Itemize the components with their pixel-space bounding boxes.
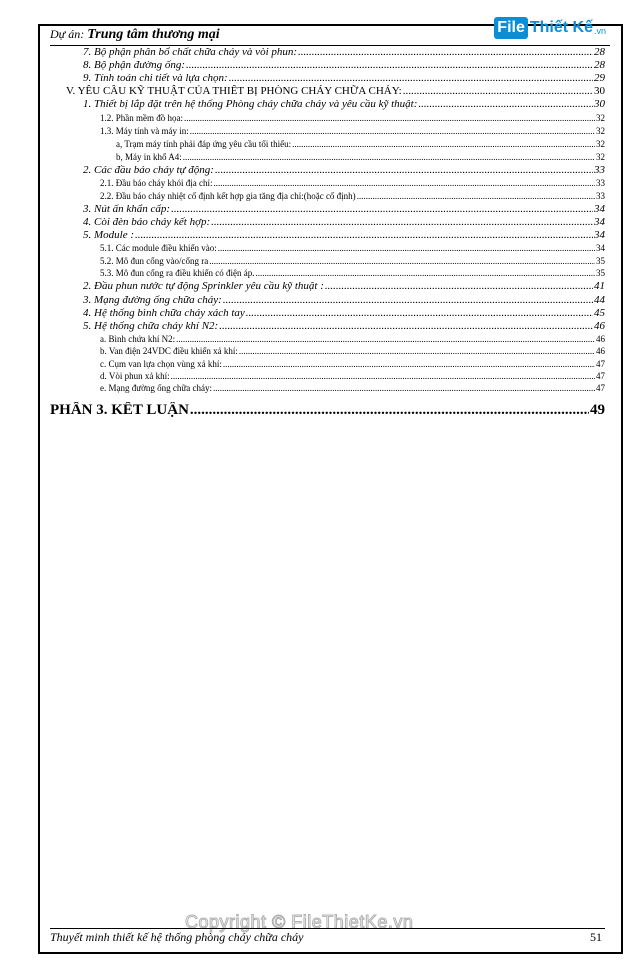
toc-entry-page: 30 bbox=[594, 85, 605, 97]
toc-entry[interactable] bbox=[116, 152, 605, 162]
toc-entry[interactable] bbox=[100, 268, 605, 278]
toc-entry[interactable] bbox=[66, 85, 605, 97]
toc-entry-page: 46 bbox=[596, 334, 605, 344]
logo-file-badge: File bbox=[494, 17, 528, 39]
toc-entry-title: a, Trạm máy tính phải đáp ứng yêu cầu tối thiểu: bbox=[116, 139, 292, 149]
toc-entry-title: c. Cụm van lựa chọn vùng xả khí: bbox=[100, 359, 222, 369]
toc-entry[interactable] bbox=[100, 256, 605, 266]
toc-entry-title: 4. Hệ thống bình chữa cháy xách tay bbox=[83, 307, 245, 319]
toc-entry-title: 5.1. Các module điều khiển vào: bbox=[100, 243, 217, 253]
toc-entry-title: 5. Hệ thống chữa cháy khí N2: bbox=[83, 320, 219, 332]
toc-entry-title: 2.2. Đầu báo cháy nhiệt cố định kết hợp gia tăng địa chỉ:(hoặc cố định) bbox=[100, 191, 356, 201]
logo-domain: .vn bbox=[593, 26, 606, 36]
toc-entry-title: 2. Đầu phun nước tự động Sprinkler yêu cầu kỹ thuật : bbox=[83, 280, 324, 292]
toc-entry-page: 46 bbox=[596, 346, 605, 356]
toc-entry-title: 3. Nút ấn khẩn cấp: bbox=[83, 203, 171, 215]
toc-entry[interactable] bbox=[100, 126, 605, 136]
toc-entry-page: 49 bbox=[590, 402, 605, 418]
toc-entry-page: 28 bbox=[594, 46, 605, 58]
toc-entry-title: 1.2. Phần mềm đồ họa: bbox=[100, 113, 183, 123]
toc-entry-page: 33 bbox=[594, 164, 605, 176]
toc-entry[interactable] bbox=[83, 320, 605, 332]
toc-entry-page: 47 bbox=[596, 359, 605, 369]
toc-entry-page: 34 bbox=[594, 216, 605, 228]
toc-entry-title: 5.3. Mô đun cổng ra điều khiển có điện áp. bbox=[100, 268, 255, 278]
toc-entry-page: 47 bbox=[596, 371, 605, 381]
footer-divider bbox=[50, 928, 605, 929]
toc-entry-title: e. Mạng đường ống chữa cháy: bbox=[100, 383, 212, 393]
toc-part-entry[interactable] bbox=[50, 402, 605, 419]
toc-entry-title: b, Máy in khổ A4: bbox=[116, 152, 182, 162]
toc-entry[interactable] bbox=[100, 359, 605, 369]
footer-title: Thuyết minh thiết kế hệ thống phòng cháy chữa cháy bbox=[50, 930, 304, 944]
toc-entry[interactable] bbox=[100, 334, 605, 344]
toc-entry-page: 45 bbox=[594, 307, 605, 319]
toc-entry[interactable] bbox=[83, 203, 605, 215]
toc-entry-title: 9. Tính toán chi tiết và lựa chọn: bbox=[83, 72, 228, 84]
toc-entry-title: V. YÊU CẦU KỸ THUẬT CỦA THIẾT BỊ PHÒNG CHÁY CHỮA CHÁY: bbox=[66, 85, 402, 97]
toc-entry-page: 33 bbox=[596, 178, 605, 188]
toc-entry-title: 5.2. Mô đun cổng vào/cổng ra bbox=[100, 256, 209, 266]
toc-entry-title: 5. Module : bbox=[83, 229, 135, 241]
page-header bbox=[50, 19, 610, 46]
toc-entry-page: 46 bbox=[594, 320, 605, 332]
toc-entry-page: 30 bbox=[594, 98, 605, 110]
project-prefix: Dự án: bbox=[50, 27, 85, 41]
toc-entry-title: d. Vòi phun xả khí: bbox=[100, 371, 170, 381]
toc-entry[interactable] bbox=[116, 139, 605, 149]
toc-entry[interactable] bbox=[83, 164, 605, 176]
toc-entry-page: 41 bbox=[594, 280, 605, 292]
toc-entry-page: 28 bbox=[594, 59, 605, 71]
toc-entry-page: 44 bbox=[594, 294, 605, 306]
toc-entry-page: 32 bbox=[596, 152, 605, 162]
toc-entry-title: b. Van điện 24VDC điều khiển xả khí: bbox=[100, 346, 238, 356]
toc-entry-title: 8. Bộ phận đường ống: bbox=[83, 59, 186, 71]
logo-text: Thiết Kế bbox=[529, 19, 593, 36]
toc-entry[interactable] bbox=[83, 59, 605, 71]
toc-entry[interactable] bbox=[100, 383, 605, 393]
footer-page-number: 51 bbox=[590, 930, 602, 944]
toc-entry-title: 2.1. Đầu báo cháy khói địa chỉ: bbox=[100, 178, 213, 188]
toc-entry[interactable] bbox=[100, 371, 605, 381]
toc-entry-title: 3. Mạng đường ống chữa cháy: bbox=[83, 294, 222, 306]
toc-entry[interactable] bbox=[83, 46, 605, 58]
toc-entry-title: 1.3. Máy tính và máy in: bbox=[100, 126, 189, 136]
copyright-watermark: Copyright © FileThietKe.vn bbox=[185, 912, 414, 932]
toc-entry-title: PHẦN 3. KẾT LUẬN bbox=[50, 402, 189, 418]
toc-entry-title: a. Bình chứa khí N2: bbox=[100, 334, 176, 344]
toc-entry-page: 32 bbox=[596, 113, 605, 123]
toc-entry[interactable] bbox=[83, 294, 605, 306]
toc-entry[interactable] bbox=[83, 98, 605, 110]
toc-entry-page: 35 bbox=[596, 268, 605, 278]
toc-entry[interactable] bbox=[100, 178, 605, 188]
toc-entry[interactable] bbox=[83, 216, 605, 228]
project-label bbox=[50, 27, 220, 43]
toc-entry[interactable] bbox=[100, 243, 605, 253]
toc-entry-page: 32 bbox=[596, 139, 605, 149]
toc-entry-page: 34 bbox=[594, 229, 605, 241]
toc-entry-page: 32 bbox=[596, 126, 605, 136]
toc-entry-page: 47 bbox=[596, 383, 605, 393]
toc-entry[interactable] bbox=[100, 191, 605, 201]
toc-entry-page: 35 bbox=[596, 256, 605, 266]
filethietke-logo bbox=[494, 15, 606, 41]
toc-entry-page: 34 bbox=[594, 203, 605, 215]
project-name: Trung tâm thương mại bbox=[87, 27, 220, 42]
toc-entry-title: 7. Bộ phận phân bổ chất chữa cháy và vòi phun: bbox=[83, 46, 298, 58]
toc-entry[interactable] bbox=[100, 113, 605, 123]
toc-entry-title: 2. Các đầu báo cháy tự động: bbox=[83, 164, 214, 176]
toc-entry[interactable] bbox=[100, 346, 605, 356]
toc-entry[interactable] bbox=[83, 72, 605, 84]
toc-entry-page: 34 bbox=[596, 243, 605, 253]
toc-entry[interactable] bbox=[83, 280, 605, 292]
toc-entry-title: 4. Còi đèn báo cháy kết hợp: bbox=[83, 216, 211, 228]
toc-entry-page: 29 bbox=[594, 72, 605, 84]
toc-entry-title: 1. Thiết bị lắp đặt trên hệ thống Phòng cháy chữa cháy và yêu cầu kỹ thuật: bbox=[83, 98, 418, 110]
toc-entry-page: 33 bbox=[596, 191, 605, 201]
toc-entry[interactable] bbox=[83, 229, 605, 241]
toc-entry[interactable] bbox=[83, 307, 605, 319]
